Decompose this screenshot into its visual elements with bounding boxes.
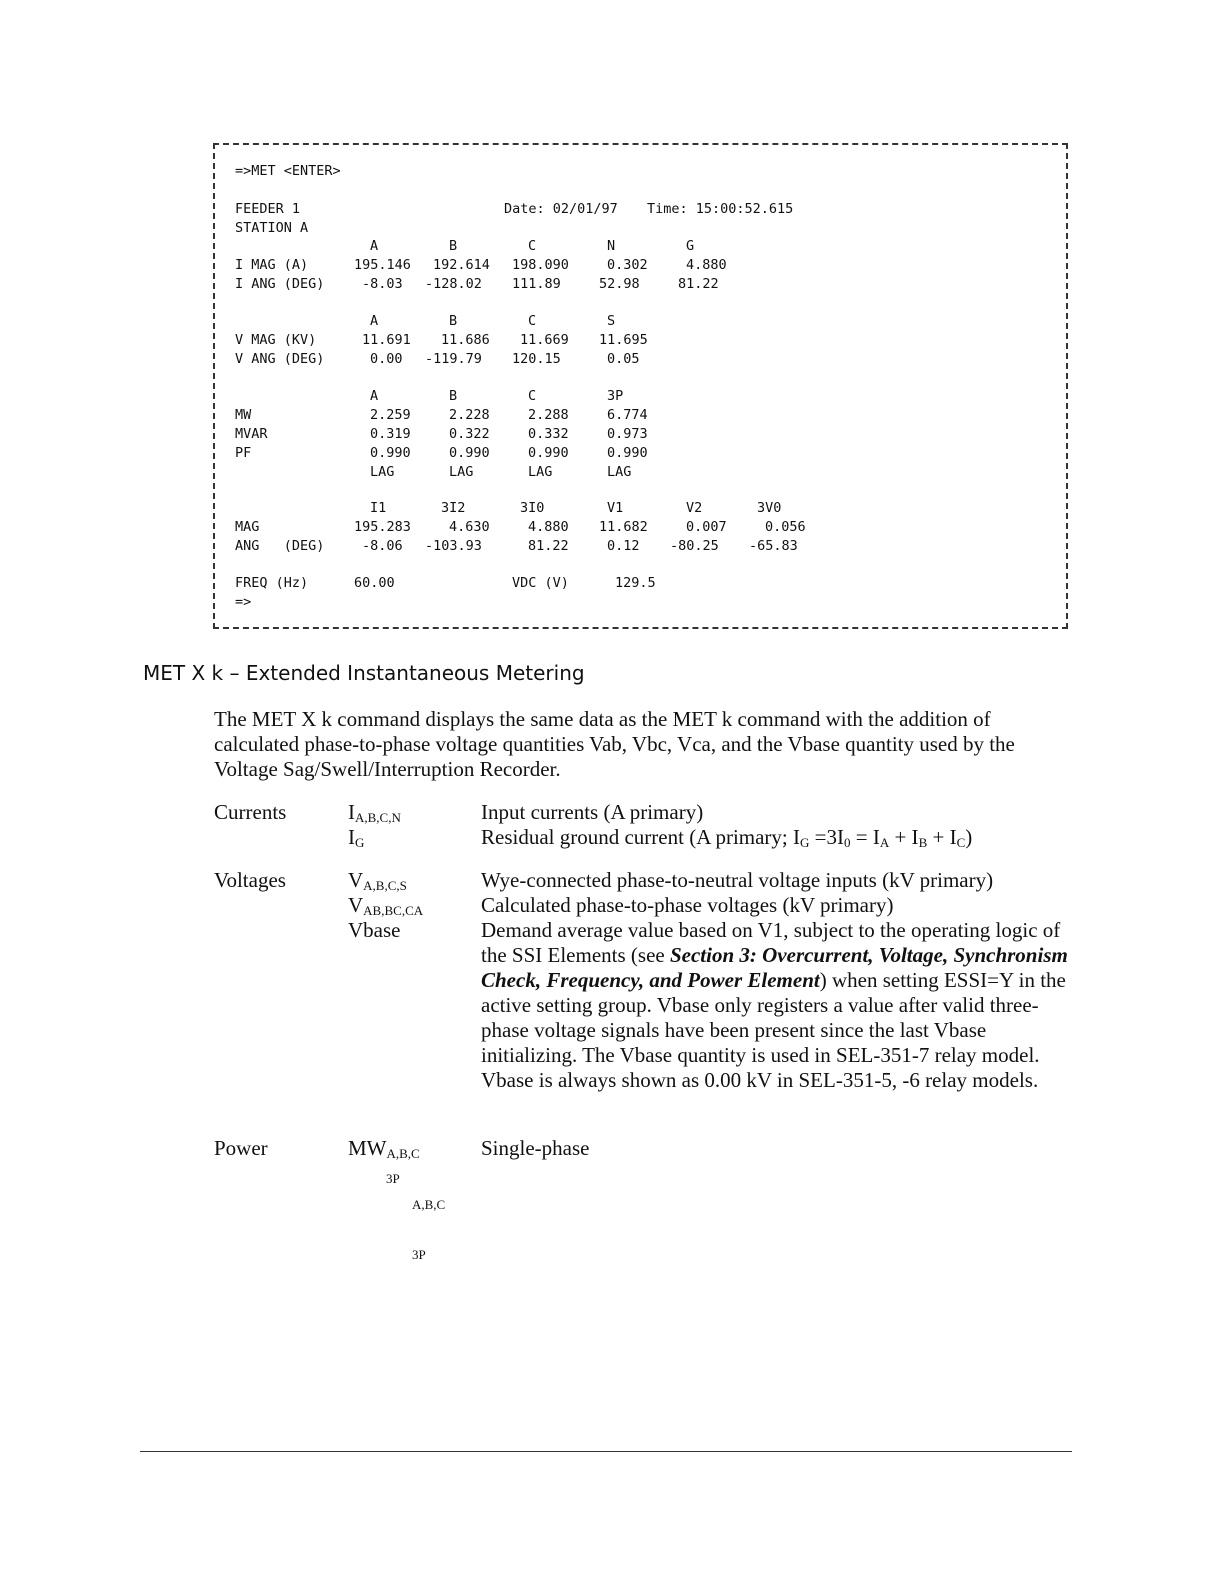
currents-desc-residual: Residual ground current (A primary; $I_G =3I_0 = I_A + I_B + I_C$) — [481, 825, 973, 850]
currents-symbol-abcn: $I_{A,B,C,N}$ — [348, 800, 401, 825]
power-desc-single: Single-phase — [481, 1136, 590, 1160]
voltages-symbol-abcs: $V_{A,B,C,S}$ — [348, 868, 407, 893]
currents-label: Currents — [214, 800, 287, 824]
footer-rule — [140, 1451, 1072, 1452]
voltages-desc-phase: Calculated phase-to-phase voltages (kV primary) — [481, 893, 894, 917]
date-readout: Date: 02/01/97 — [504, 201, 618, 217]
fragment-3p-2: 3P — [412, 1247, 426, 1262]
intro-paragraph: The MET X k command displays the same data as the MET k command with the addition of calculated phase-to-phase voltage quantities Vab, Vbc, Vca, and the Vbase quantity used by the Voltage Sag/Swell/Interruption Recorder. — [214, 707, 1015, 781]
station-label: STATION A — [235, 220, 309, 236]
vbase-symbol: Vbase — [348, 918, 401, 942]
section-reference: Section 3: Overcurrent, Voltage, Synchronism Check, Frequency, and Power Element — [481, 943, 1068, 992]
vbase-desc: Demand average value based on V1, subject to the operating logic of the SSI Elements (see Section 3: Overcurrent, Voltage, Synchronism Check, Frequency, and Power Element) when setting ESSI=Y in the active setting group. Vbase only registers a value after valid three-phase voltage signals have been present since the last Vbase initializing. The Vbase quantity is used in SEL-351-7 relay model. Vbase is always shown as 0.00 kV in SEL-351-5, -6 relay models. — [481, 918, 1068, 1092]
meter-output-box: =>MET <ENTER> FEEDER 1 Date: 02/01/97 Time: 15:00:52.615 STATION A A B C N G I MAG (A) 195.146 192.614 198.090 0.302 4.880 I ANG (DEG) -8.03 -128.02 111.89 52.98 81.22 A B C S V MAG (KV) 11.691 11.686 11.669 11.695 V ANG (DEG) 0.00 -119.79 120.15 0.05 A B C 3P MW 2.259 2.228 2.288 6.774 MVAR 0.319 0.322 0.332 0.973 PF 0.990 0.990 0.990 0.990 LAG LAG LAG LAG I1 3I2 3I0 V1 V2 3V0 MAG 195.283 4.630 4.880 11.682 0.007 0.056 ANG (DEG) -8.06 -103.93 81.22 0.12 -80.25 -65.83 FREQ (Hz) 60.00 VDC (V) 129.5 => — [213, 143, 1068, 629]
currents-symbol-g: $I_G$ — [348, 825, 365, 850]
section-heading: MET X k – Extended Instantaneous Metering — [143, 661, 585, 685]
fragment-abc: A,B,C — [412, 1197, 446, 1212]
command-line: =>MET <ENTER> — [235, 163, 341, 179]
time-readout: Time: 15:00:52.615 — [647, 201, 794, 217]
feeder-label: FEEDER 1 — [235, 201, 301, 217]
fragment-3p-1: 3P — [386, 1171, 400, 1186]
power-label: Power — [214, 1136, 268, 1160]
power-symbol-mw: $MW_{A,B,C}$ — [348, 1136, 420, 1161]
voltages-desc-wye: Wye-connected phase-to-neutral voltage inputs (kV primary) — [481, 868, 994, 892]
prompt: => — [235, 594, 252, 610]
currents-desc-input: Input currents (A primary) — [481, 800, 704, 824]
voltages-label: Voltages — [214, 868, 286, 892]
voltages-symbol-phase: $V_{AB,BC,CA}$ — [348, 893, 424, 918]
